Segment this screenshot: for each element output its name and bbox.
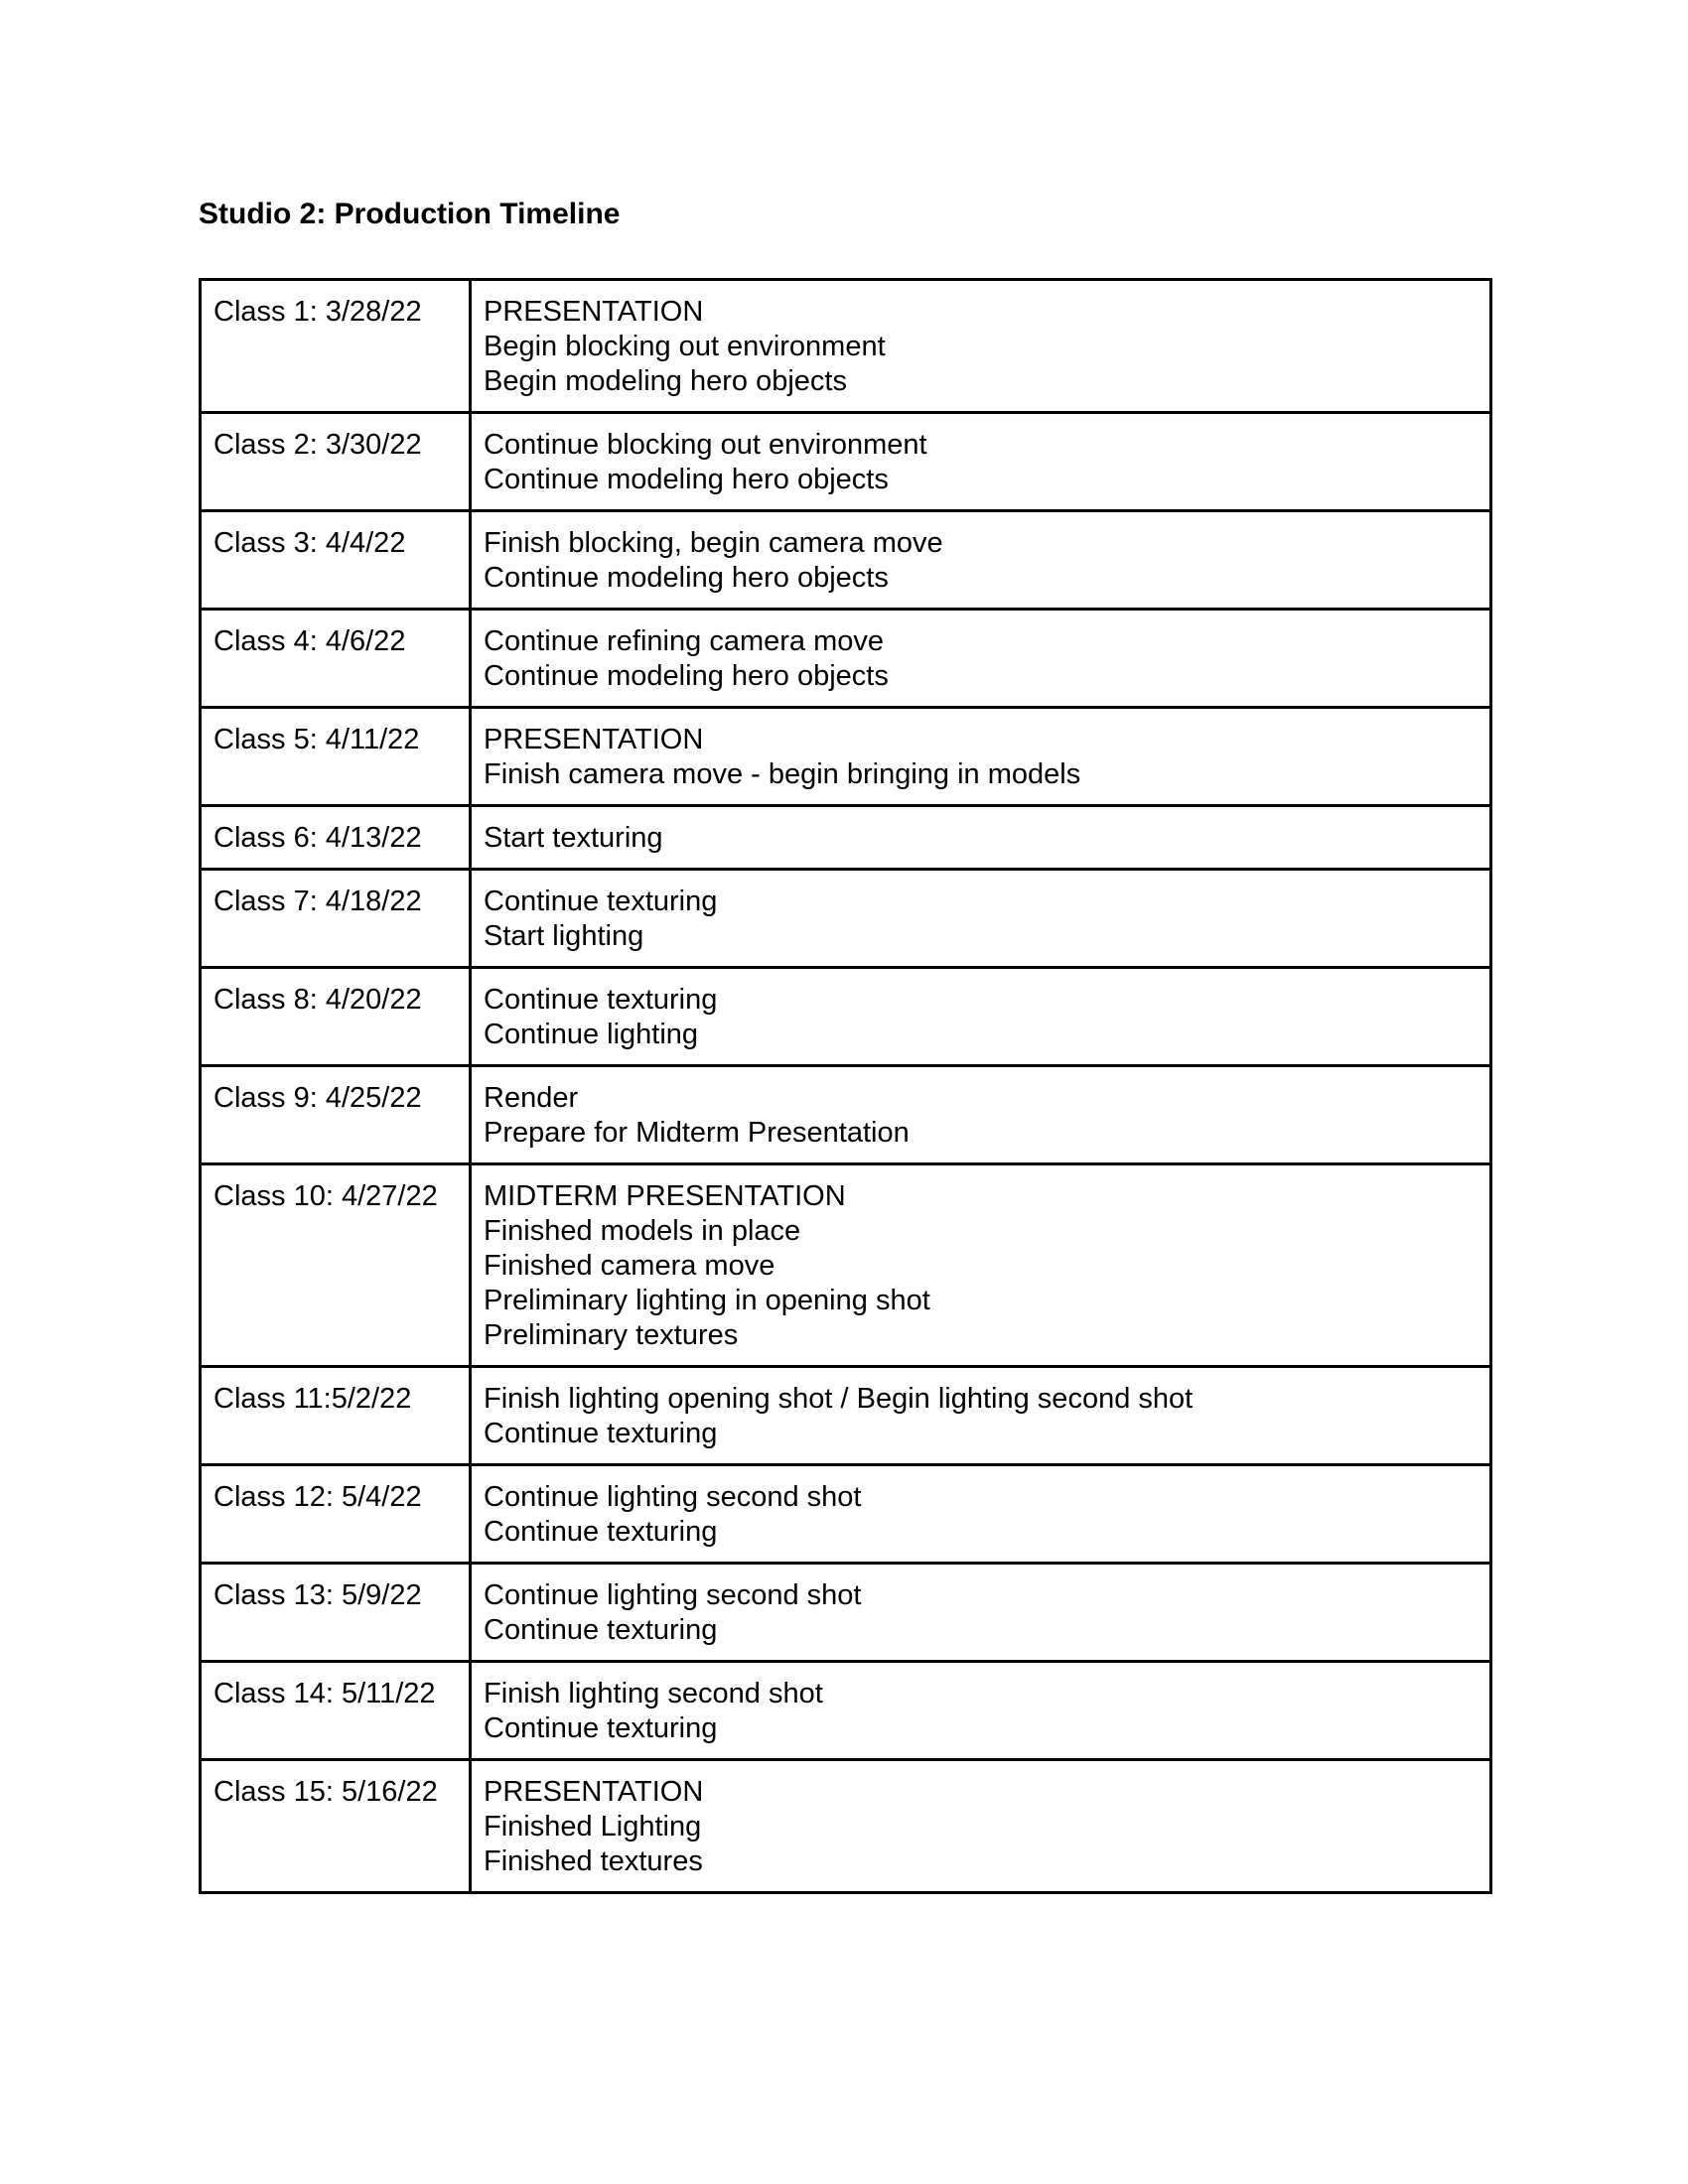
class-date-cell: Class 6: 4/13/22: [201, 806, 471, 870]
task-item: Finish camera move - begin bringing in models: [484, 758, 1081, 790]
class-tasks-cell: [471, 968, 1491, 1066]
table-row: [201, 413, 1491, 511]
task-item: Begin blocking out environment: [484, 331, 886, 362]
class-tasks-cell: [471, 870, 1491, 968]
task-item: Preliminary textures: [484, 1319, 739, 1351]
task-item: MIDTERM PRESENTATION: [484, 1180, 846, 1212]
table-row: [201, 968, 1491, 1066]
task-item: Finished camera move: [484, 1250, 775, 1282]
class-date-cell: Class 14: 5/11/22: [201, 1662, 471, 1760]
table-row: [201, 1465, 1491, 1564]
task-item: Render: [484, 1082, 579, 1114]
table-row: [201, 511, 1491, 610]
class-date-cell: Class 15: 5/16/22: [201, 1760, 471, 1893]
table-row: [201, 806, 1491, 870]
class-date-cell: Class 2: 3/30/22: [201, 413, 471, 511]
class-date-cell: Class 10: 4/27/22: [201, 1164, 471, 1367]
task-item: Continue modeling hero objects: [484, 464, 889, 495]
task-item: Finished textures: [484, 1845, 703, 1877]
task-item: Continue lighting second shot: [484, 1579, 862, 1611]
class-date-cell: Class 1: 3/28/22: [201, 280, 471, 413]
task-item: Continue modeling hero objects: [484, 660, 889, 692]
class-tasks-cell: [471, 1760, 1491, 1893]
table-row: [201, 1564, 1491, 1662]
table-row: [201, 1066, 1491, 1164]
task-item: Continue lighting second shot: [484, 1481, 862, 1513]
task-item: Continue texturing: [484, 1712, 718, 1744]
class-tasks-cell: [471, 413, 1491, 511]
table-row: [201, 1760, 1491, 1893]
class-date-cell: Class 5: 4/11/22: [201, 708, 471, 806]
task-item: Finished Lighting: [484, 1811, 702, 1843]
task-item: Preliminary lighting in opening shot: [484, 1285, 930, 1316]
task-item: Continue texturing: [484, 1614, 718, 1646]
class-tasks-cell: [471, 1367, 1491, 1465]
task-item: Finish blocking, begin camera move: [484, 527, 943, 559]
table-row: [201, 1662, 1491, 1760]
table-row: [201, 1367, 1491, 1465]
class-tasks-cell: [471, 610, 1491, 708]
class-tasks-cell: [471, 708, 1491, 806]
task-item: Start lighting: [484, 920, 644, 952]
production-timeline-table: [199, 278, 1492, 1894]
task-item: PRESENTATION: [484, 296, 704, 328]
class-tasks-cell: [471, 1465, 1491, 1564]
class-tasks-cell: [471, 1662, 1491, 1760]
class-tasks-cell: [471, 806, 1491, 870]
task-item: Prepare for Midterm Presentation: [484, 1117, 910, 1149]
task-item: Continue texturing: [484, 1516, 718, 1548]
class-date-cell: Class 13: 5/9/22: [201, 1564, 471, 1662]
table-row: [201, 1164, 1491, 1367]
table-row: [201, 708, 1491, 806]
task-item: Continue refining camera move: [484, 625, 884, 657]
task-item: Continue texturing: [484, 886, 718, 917]
task-item: Finish lighting opening shot / Begin lighting second shot: [484, 1383, 1194, 1415]
class-tasks-cell: [471, 1564, 1491, 1662]
class-date-cell: Class 8: 4/20/22: [201, 968, 471, 1066]
class-tasks-cell: [471, 1066, 1491, 1164]
task-item: Continue modeling hero objects: [484, 562, 889, 594]
table-row: [201, 280, 1491, 413]
class-date-cell: Class 3: 4/4/22: [201, 511, 471, 610]
class-tasks-cell: [471, 280, 1491, 413]
task-item: PRESENTATION: [484, 724, 704, 755]
class-date-cell: Class 12: 5/4/22: [201, 1465, 471, 1564]
table-row: [201, 870, 1491, 968]
table-row: [201, 610, 1491, 708]
class-tasks-cell: [471, 1164, 1491, 1367]
class-tasks-cell: [471, 511, 1491, 610]
task-item: Continue texturing: [484, 984, 718, 1016]
class-date-cell: Class 4: 4/6/22: [201, 610, 471, 708]
task-item: Begin modeling hero objects: [484, 365, 847, 397]
task-item: Finished models in place: [484, 1215, 801, 1247]
class-date-cell: Class 11:5/2/22: [201, 1367, 471, 1465]
task-item: PRESENTATION: [484, 1776, 704, 1808]
task-item: Finish lighting second shot: [484, 1678, 823, 1709]
task-item: Continue lighting: [484, 1019, 699, 1050]
task-item: Continue blocking out environment: [484, 429, 927, 461]
class-date-cell: Class 7: 4/18/22: [201, 870, 471, 968]
document-title: Studio 2: Production Timeline: [199, 198, 621, 230]
class-date-cell: Class 9: 4/25/22: [201, 1066, 471, 1164]
task-item: Start texturing: [484, 822, 663, 854]
timeline-body: [201, 280, 1491, 1893]
task-item: Continue texturing: [484, 1418, 718, 1449]
